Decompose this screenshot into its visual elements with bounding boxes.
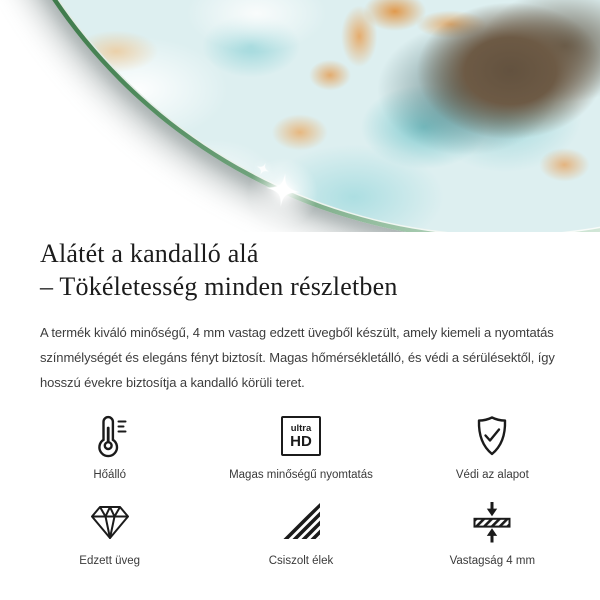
- feature-polished-edges: [205, 500, 396, 568]
- diamond-icon: [88, 500, 132, 544]
- page-title-line2: – Tökéletesség minden részletben: [40, 272, 398, 301]
- ultra-hd-icon-text-top: ultra: [290, 422, 312, 434]
- shield-check-icon: [472, 414, 512, 458]
- feature-thickness: [397, 500, 588, 568]
- feature-protects-base: [397, 414, 588, 482]
- ultra-hd-icon-text-bottom: HD: [290, 432, 312, 450]
- thickness-icon: [470, 500, 514, 544]
- feature-hd-print: [205, 414, 396, 482]
- feature-heat-resistant: [14, 414, 205, 482]
- description-line: hosszú évekre biztosítja a kandalló körüli teret.: [40, 375, 305, 391]
- polished-edges-icon: [279, 500, 323, 544]
- feature-label: Hőálló: [93, 469, 126, 482]
- feature-label: Vastagság 4 mm: [449, 555, 536, 568]
- feature-grid: [0, 414, 600, 568]
- thermometer-icon: [90, 414, 130, 458]
- sparkle-icon: [264, 171, 302, 209]
- feature-label: Magas minőségű nyomtatás: [229, 469, 373, 482]
- page-title-line1: Alátét a kandalló alá: [40, 239, 259, 268]
- product-image: [0, 0, 600, 232]
- feature-label: Csiszolt élek: [268, 555, 334, 568]
- product-description: [40, 320, 560, 395]
- ultra-hd-icon: [281, 414, 321, 458]
- description-line: színmélységét és elegáns fényt biztosít. Magas hőmérsékletálló, és védi a sérülésektől, így: [40, 350, 555, 366]
- feature-label: Edzett üveg: [79, 555, 141, 568]
- product-description-section: [0, 237, 600, 395]
- description-line: A termék kiváló minőségű, 4 mm vastag edzett üvegből készült, amely kiemeli a nyomtatás: [40, 325, 554, 341]
- feature-label: Védi az alapot: [455, 469, 529, 482]
- page-title: [40, 237, 560, 303]
- feature-tempered-glass: [14, 500, 205, 568]
